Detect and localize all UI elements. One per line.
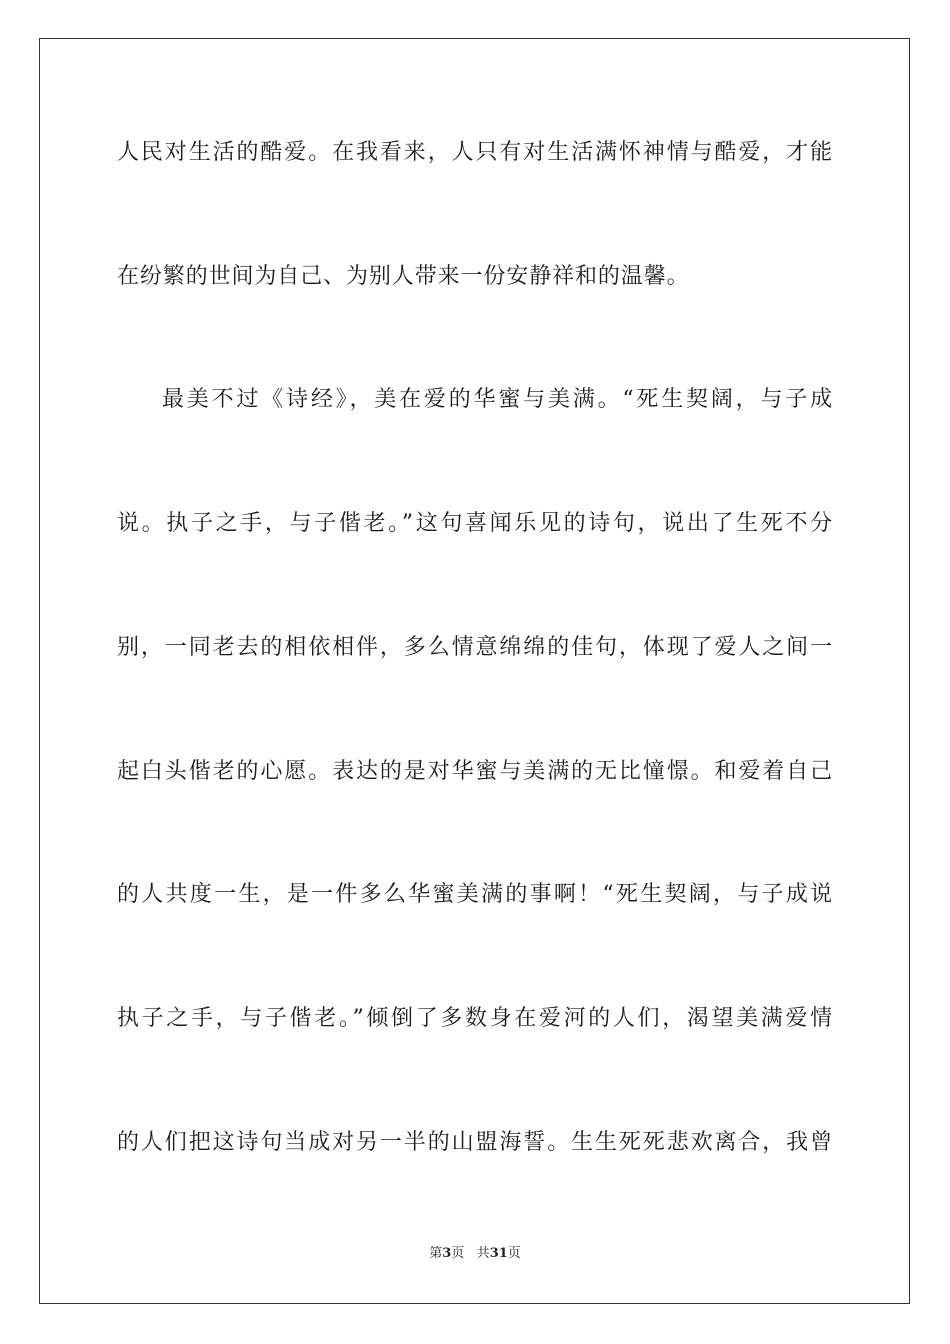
body-line-2: 在纷繁的世间为自己、为别人带来一份安静祥和的温馨。 — [117, 264, 690, 289]
footer-total-suffix: 页 — [507, 1246, 521, 1261]
body-line-4: 说。执子之手，与子偕老。”这句喜闻乐见的诗句，说出了生死不分 — [117, 511, 833, 536]
body-line-7: 的人共度一生，是一件多么华蜜美满的事啊！“死生契阔，与子成说 — [117, 882, 833, 907]
footer-total-prefix: 共 — [476, 1246, 490, 1261]
body-line-6: 起白头偕老的心愿。表达的是对华蜜与美满的无比憧憬。和爱着自己 — [117, 759, 833, 784]
body-line-3: 最美不过《诗经》，美在爱的华蜜与美满。“死生契阔，与子成 — [162, 387, 833, 412]
body-line-8: 执子之手，与子偕老。”倾倒了多数身在爱河的人们，渴望美满爱情 — [117, 1006, 833, 1031]
footer-page-suffix: 页 — [451, 1246, 465, 1261]
body-line-5: 别，一同老去的相依相伴，多么情意绵绵的佳句，体现了爱人之间一 — [117, 635, 833, 660]
page-footer — [0, 1245, 950, 1263]
body-line-1: 人民对生活的酷爱。在我看来，人只有对生活满怀神情与酷爱，才能 — [117, 140, 833, 165]
footer-total-pages: 31 — [489, 1246, 508, 1261]
page-border — [39, 38, 910, 1304]
body-line-9: 的人们把这诗句当成对另一半的山盟海誓。生生死死悲欢离合，我曾 — [117, 1130, 833, 1155]
footer-page-number: 3 — [442, 1246, 452, 1261]
footer-page-prefix: 第 — [429, 1246, 443, 1261]
